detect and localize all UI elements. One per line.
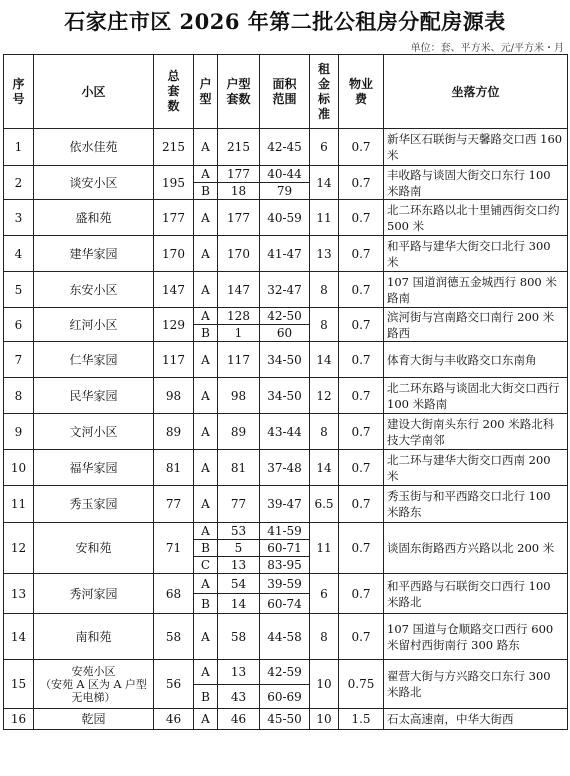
table-row [4, 523, 568, 540]
cell-seq: 1 [4, 129, 34, 166]
table-row [4, 486, 568, 523]
cell-seq: 5 [4, 272, 34, 308]
cell-location: 体育大街与丰收路交口东南角 [384, 342, 568, 378]
cell-seq: 3 [4, 200, 34, 236]
cell-type: A [194, 486, 218, 523]
cell-rent: 14 [310, 166, 339, 200]
header-fee: 物业 费 [339, 55, 384, 129]
cell-area: 43-44 [260, 414, 310, 450]
cell-type: A [194, 660, 218, 685]
cell-area: 34-50 [260, 342, 310, 378]
cell-type: A [194, 709, 218, 730]
cell-type-count: 1 [218, 325, 260, 342]
table-row [4, 129, 568, 166]
cell-area: 45-50 [260, 709, 310, 730]
table-row [4, 342, 568, 378]
table-row [4, 272, 568, 308]
cell-type-count: 98 [218, 378, 260, 414]
cell-seq: 15 [4, 660, 34, 709]
cell-community: 东安小区 [34, 272, 154, 308]
cell-total: 58 [154, 614, 194, 660]
cell-type-count: 147 [218, 272, 260, 308]
cell-community: 福华家园 [34, 450, 154, 486]
cell-total: 77 [154, 486, 194, 523]
cell-area: 41-47 [260, 236, 310, 272]
cell-total: 147 [154, 272, 194, 308]
cell-area: 34-50 [260, 378, 310, 414]
cell-type: B [194, 540, 218, 557]
header-total: 总 套 数 [154, 55, 194, 129]
cell-rent: 8 [310, 308, 339, 342]
cell-type-count: 43 [218, 685, 260, 709]
cell-area: 42-50 [260, 308, 310, 325]
cell-type-count: 177 [218, 166, 260, 183]
cell-rent: 6.5 [310, 486, 339, 523]
cell-type-count: 14 [218, 594, 260, 614]
cell-area: 83-95 [260, 557, 310, 574]
cell-fee: 0.75 [339, 660, 384, 709]
cell-seq: 13 [4, 574, 34, 614]
cell-total: 56 [154, 660, 194, 709]
cell-type: B [194, 325, 218, 342]
cell-type-count: 58 [218, 614, 260, 660]
cell-type: A [194, 272, 218, 308]
cell-seq: 14 [4, 614, 34, 660]
cell-type-count: 128 [218, 308, 260, 325]
cell-location: 107 国道与仓顺路交口西行 600 米留村西街南行 300 路东 [384, 614, 568, 660]
table-row [4, 200, 568, 236]
cell-rent: 10 [310, 660, 339, 709]
cell-fee: 0.7 [339, 342, 384, 378]
cell-type: B [194, 594, 218, 614]
cell-type: A [194, 342, 218, 378]
cell-rent: 8 [310, 272, 339, 308]
cell-seq: 7 [4, 342, 34, 378]
cell-location: 秀玉街与和平西路交口北行 100 米路东 [384, 486, 568, 523]
cell-location: 石太高速南，中华大街西 [384, 709, 568, 730]
cell-type: A [194, 200, 218, 236]
header-rent: 租 金 标 准 [310, 55, 339, 129]
table-row [4, 574, 568, 594]
cell-fee: 0.7 [339, 378, 384, 414]
cell-community: 安和苑 [34, 523, 154, 574]
cell-fee: 0.7 [339, 486, 384, 523]
cell-rent: 8 [310, 414, 339, 450]
table-row [4, 236, 568, 272]
page-title: 石家庄市区 2026 年第二批公租房分配房源表 [64, 9, 506, 34]
cell-location: 和平西路与石联街交口西行 100 米路北 [384, 574, 568, 614]
cell-fee: 1.5 [339, 709, 384, 730]
table-row [4, 660, 568, 685]
cell-total: 71 [154, 523, 194, 574]
cell-type: A [194, 378, 218, 414]
cell-type: A [194, 574, 218, 594]
cell-rent: 6 [310, 129, 339, 166]
cell-fee: 0.7 [339, 200, 384, 236]
cell-seq: 10 [4, 450, 34, 486]
cell-total: 195 [154, 166, 194, 200]
header-type: 户 型 [194, 55, 218, 129]
table-row [4, 414, 568, 450]
cell-type-count: 170 [218, 236, 260, 272]
cell-fee: 0.7 [339, 450, 384, 486]
unit-note: 单位：套、平方米、元/平方米・月 [410, 43, 564, 54]
cell-location: 翟营大街与方兴路交口东行 300 米路北 [384, 660, 568, 709]
cell-area: 60-71 [260, 540, 310, 557]
cell-fee: 0.7 [339, 272, 384, 308]
cell-location: 和平路与建华大街交口北行 300 米 [384, 236, 568, 272]
cell-type-count: 46 [218, 709, 260, 730]
cell-total: 46 [154, 709, 194, 730]
cell-location: 北二环东路与谈固北大街交口西行 100 米路南 [384, 378, 568, 414]
cell-seq: 16 [4, 709, 34, 730]
cell-type: A [194, 166, 218, 183]
cell-fee: 0.7 [339, 614, 384, 660]
cell-rent: 11 [310, 200, 339, 236]
cell-rent: 11 [310, 523, 339, 574]
cell-community: 盛和苑 [34, 200, 154, 236]
cell-location: 丰收路与谈固大街交口东行 100 米路南 [384, 166, 568, 200]
cell-total: 89 [154, 414, 194, 450]
cell-location: 建设大街南头东行 200 米路北科技大学南邻 [384, 414, 568, 450]
cell-seq: 4 [4, 236, 34, 272]
cell-area: 40-44 [260, 166, 310, 183]
cell-type: A [194, 614, 218, 660]
cell-area: 60 [260, 325, 310, 342]
cell-area: 42-59 [260, 660, 310, 685]
cell-type-count: 81 [218, 450, 260, 486]
cell-area: 39-47 [260, 486, 310, 523]
cell-type: B [194, 183, 218, 200]
table-row [4, 378, 568, 414]
cell-fee: 0.7 [339, 574, 384, 614]
cell-rent: 8 [310, 614, 339, 660]
table-row [4, 166, 568, 183]
cell-area: 60-74 [260, 594, 310, 614]
cell-rent: 14 [310, 450, 339, 486]
cell-seq: 12 [4, 523, 34, 574]
cell-total: 117 [154, 342, 194, 378]
cell-fee: 0.7 [339, 414, 384, 450]
cell-location: 107 国道润德五金城西行 800 米路南 [384, 272, 568, 308]
cell-total: 98 [154, 378, 194, 414]
cell-area: 42-45 [260, 129, 310, 166]
cell-seq: 6 [4, 308, 34, 342]
cell-area: 40-59 [260, 200, 310, 236]
cell-community: 南和苑 [34, 614, 154, 660]
cell-fee: 0.7 [339, 166, 384, 200]
cell-seq: 2 [4, 166, 34, 200]
cell-total: 170 [154, 236, 194, 272]
cell-location: 滨河街与宫南路交口南行 200 米路西 [384, 308, 568, 342]
cell-rent: 6 [310, 574, 339, 614]
cell-community: 安苑小区 （安苑 A 区为 A 户型 无电梯） [34, 660, 154, 709]
cell-fee: 0.7 [339, 308, 384, 342]
cell-rent: 13 [310, 236, 339, 272]
cell-type-count: 177 [218, 200, 260, 236]
cell-total: 81 [154, 450, 194, 486]
header-row [4, 55, 568, 129]
cell-type: A [194, 129, 218, 166]
cell-community: 仁华家园 [34, 342, 154, 378]
header-location: 坐落方位 [384, 55, 568, 129]
cell-location: 谈固东街路西方兴路以北 200 米 [384, 523, 568, 574]
cell-type-count: 54 [218, 574, 260, 594]
cell-type: A [194, 236, 218, 272]
table-row [4, 709, 568, 730]
housing-table [3, 54, 568, 730]
table-body [4, 129, 568, 730]
cell-type-count: 77 [218, 486, 260, 523]
cell-fee: 0.7 [339, 236, 384, 272]
cell-community: 红河小区 [34, 308, 154, 342]
table-row [4, 614, 568, 660]
cell-location: 北二环东路以北十里铺西街交口约 500 米 [384, 200, 568, 236]
cell-location: 新华区石联街与天馨路交口西 160 米 [384, 129, 568, 166]
cell-seq: 11 [4, 486, 34, 523]
cell-community: 秀玉家园 [34, 486, 154, 523]
cell-seq: 8 [4, 378, 34, 414]
cell-type: A [194, 450, 218, 486]
cell-community: 依水佳苑 [34, 129, 154, 166]
cell-type: A [194, 523, 218, 540]
cell-type-count: 18 [218, 183, 260, 200]
cell-type-count: 215 [218, 129, 260, 166]
cell-community: 乾园 [34, 709, 154, 730]
table-row [4, 308, 568, 325]
cell-type: C [194, 557, 218, 574]
cell-type: A [194, 308, 218, 325]
cell-area: 60-69 [260, 685, 310, 709]
cell-area: 37-48 [260, 450, 310, 486]
cell-community: 民华家园 [34, 378, 154, 414]
cell-type: A [194, 414, 218, 450]
cell-rent: 10 [310, 709, 339, 730]
table-row [4, 450, 568, 486]
cell-type-count: 89 [218, 414, 260, 450]
cell-area: 44-58 [260, 614, 310, 660]
cell-community: 谈安小区 [34, 166, 154, 200]
cell-rent: 12 [310, 378, 339, 414]
cell-type-count: 117 [218, 342, 260, 378]
header-community: 小区 [34, 55, 154, 129]
cell-area: 41-59 [260, 523, 310, 540]
cell-seq: 9 [4, 414, 34, 450]
cell-type-count: 13 [218, 557, 260, 574]
cell-type-count: 5 [218, 540, 260, 557]
cell-total: 68 [154, 574, 194, 614]
cell-fee: 0.7 [339, 129, 384, 166]
cell-community: 文河小区 [34, 414, 154, 450]
cell-type: B [194, 685, 218, 709]
cell-fee: 0.7 [339, 523, 384, 574]
header-seq: 序 号 [4, 55, 34, 129]
cell-location: 北二环与建华大街交口西南 200 米 [384, 450, 568, 486]
cell-community: 秀河家园 [34, 574, 154, 614]
cell-area: 32-47 [260, 272, 310, 308]
cell-total: 177 [154, 200, 194, 236]
cell-type-count: 13 [218, 660, 260, 685]
cell-rent: 14 [310, 342, 339, 378]
cell-total: 215 [154, 129, 194, 166]
cell-community: 建华家园 [34, 236, 154, 272]
cell-total: 129 [154, 308, 194, 342]
cell-type-count: 53 [218, 523, 260, 540]
cell-area: 79 [260, 183, 310, 200]
cell-area: 39-59 [260, 574, 310, 594]
header-area: 面积 范围 [260, 55, 310, 129]
header-type-count: 户型 套数 [218, 55, 260, 129]
